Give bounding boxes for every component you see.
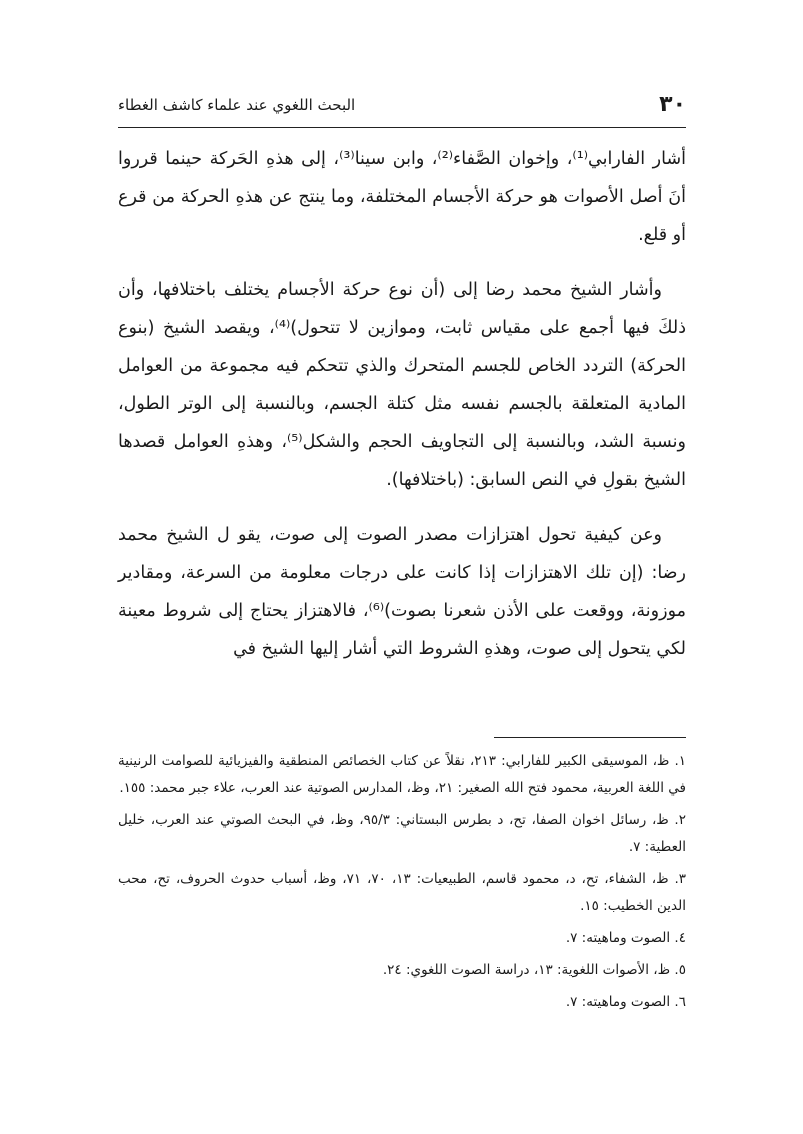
footnote: ٣. ظ، الشفاء، تح، د، محمود قاسم، الطبيعيات: ١٣، ٧٠، ٧١، وظ، أسباب حدوث الحروف، تح، محب الدين الخطيب: ١٥. bbox=[118, 871, 687, 914]
footnote: ٦. الصوت وماهيته: ٧. bbox=[565, 994, 686, 1010]
paragraph: وأشار الشيخ محمد رضا إلى (أن نوع حركة الأجسام يختلف باختلافها، وأن ذلكَ فيها أجمع على مقياس ثابت، وموازين لا تتحول)⁽⁴⁾، ويقصد الشيخ (بنوع الحركة) التردد الخاص للجسم المتحرك والذي تتحكم فيه مجموعة من العوامل المادية المتعلقة بالجسم نفسه مثل كتلة الجسم، وبالنسبة إلى الوتر الطول، ونسبة الشد، وبالنسبة إلى التجاويف الحجم والشكل⁽⁵⁾، وهذهِ العوامل قصدها الشيخ بقولِ في النص السابق: (باختلافها). bbox=[118, 280, 686, 490]
footnote: ٤. الصوت وماهيته: ٧. bbox=[565, 930, 686, 946]
footnote: ١. ظ، الموسيقى الكبير للفارابي: ٢١٣، نقلاً عن كتاب الخصائص المنطقية والفيزيائية للصوامت الرنينية في اللغة العربية، محمود فتح الله الصغير: ٢١، وظ، المدارس الصوتية عند العرب، علاء جبر محمد: ١٥٥. bbox=[118, 753, 687, 796]
page-number: ٣٠ bbox=[659, 92, 686, 117]
header-rule bbox=[118, 127, 686, 128]
main-text bbox=[118, 140, 686, 685]
paragraph: وعن كيفية تحول اهتزازات مصدر الصوت إلى صوت، يقو ل الشيخ محمد رضا: (إن تلك الاهتزازات إذا كانت على درجات معلومة من السرعة، ومقادير موزونة، ووقعت على الأذن شعرنا بصوت)⁽⁶⁾، فالاهتزاز يحتاج إلى شروط معينة لكي يتحول إلى صوت، وهذهِ الشروط التي أشار إليها الشيخ في bbox=[118, 525, 686, 659]
footnotes bbox=[118, 748, 686, 1021]
paragraph: أشار الفارابي⁽¹⁾، وإخوان الصَّفاء⁽²⁾، وابن سينا⁽³⁾، إلى هذهِ الحَركة حينما قرروا أنَ أصل الأصوات هو حركة الأجسام المختلفة، وما ينتج عن هذهِ الحركة من قرع أو قلع. bbox=[118, 149, 686, 245]
running-title: البحث اللغوي عند علماء كاشف الغطاء bbox=[118, 96, 356, 114]
footnote: ٥. ظ، الأصوات اللغوية: ١٣، دراسة الصوت اللغوي: ٢٤. bbox=[382, 962, 686, 978]
page-header bbox=[118, 88, 686, 124]
footnote: ٢. ظ، رسائل اخوان الصفا، تح، د بطرس البستاني: ٩٥/٣، وظ، في البحث الصوتي عند العرب، خليل العطية: ٧. bbox=[118, 812, 686, 855]
footnote-separator bbox=[494, 737, 686, 738]
